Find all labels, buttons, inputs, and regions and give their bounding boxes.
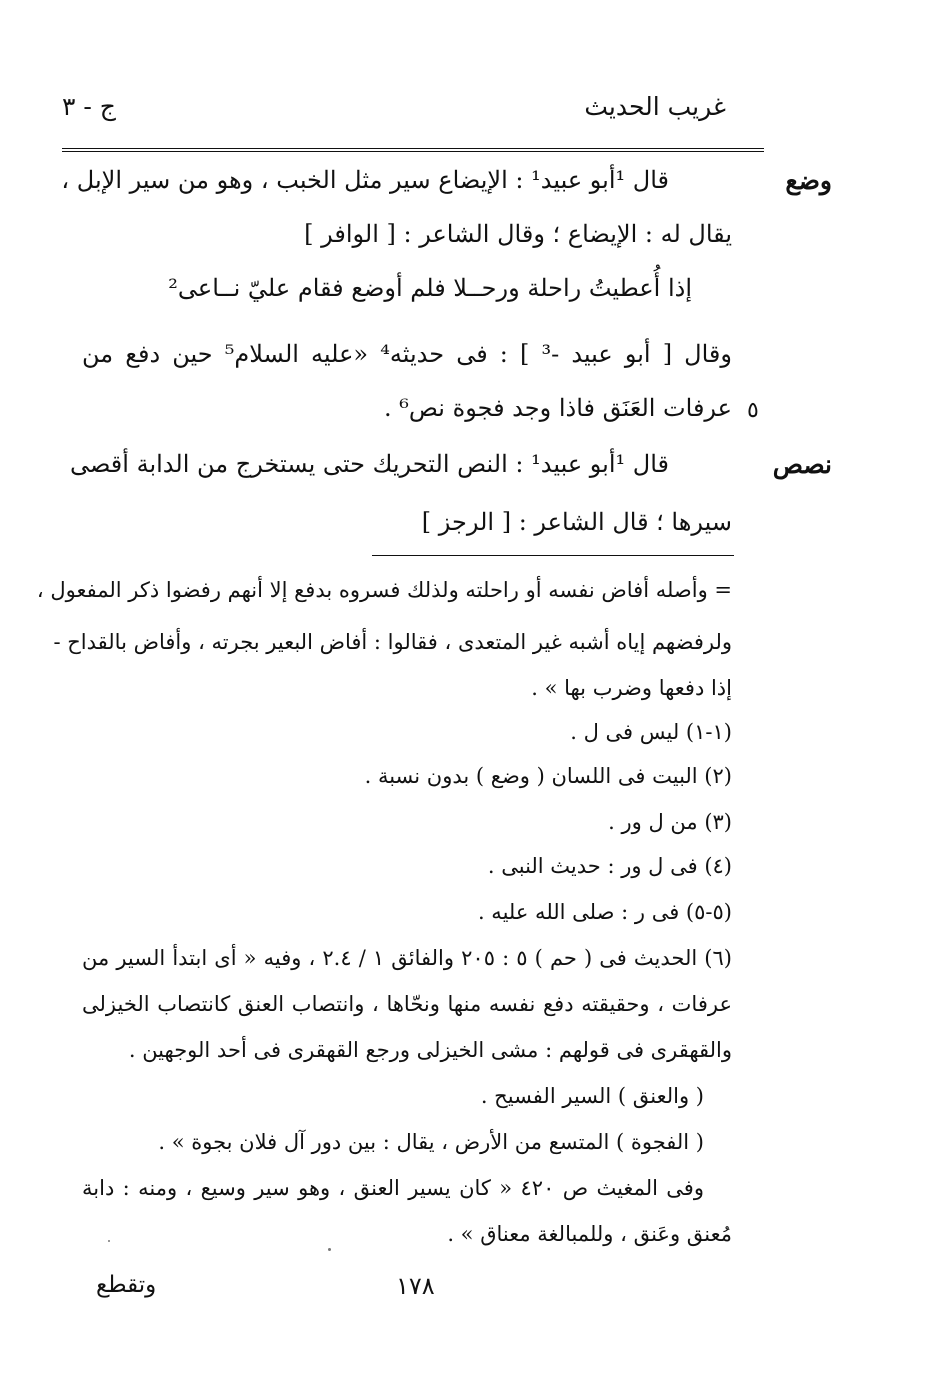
footnote-item: (١-١) ليس فى ل . bbox=[570, 720, 732, 744]
scan-speck bbox=[108, 1240, 110, 1242]
entry-line: وقال [ أبو عبيد -³ ] : فى حديثه⁴ «عليه السلام⁵ حين دفع من bbox=[82, 340, 732, 368]
footnote-line: ( والعنق ) السير الفسيح . bbox=[480, 1084, 704, 1108]
entry-line: عرفات العَنَق فاذا وجد فجوة نص⁶ . bbox=[384, 394, 732, 422]
volume-indicator: ج - ٣ bbox=[62, 92, 116, 121]
scan-speck bbox=[328, 1248, 331, 1251]
entry-line: قال ¹أبو عبيد¹ : النص التحريك حتى يستخرج من الدابة أقصى bbox=[69, 450, 669, 478]
footnote-item: (٣) من ل ور . bbox=[608, 810, 732, 834]
footnote-item: (٥-٥) فى ر : صلى الله عليه . bbox=[477, 900, 732, 924]
footnote-line: إذا دفعها وضرب بها » . bbox=[531, 676, 732, 700]
footnote-line: ( الفجوة ) المتسع من الأرض ، يقال : بين دور آل فلان بجوة » . bbox=[158, 1130, 704, 1154]
footnote-item: (٤) فى ل ور : حديث النبى . bbox=[487, 854, 732, 878]
page-number: ١٧٨ bbox=[396, 1272, 435, 1300]
running-title: غريب الحديث bbox=[584, 92, 726, 121]
catchword: وتقطع bbox=[96, 1272, 157, 1298]
footnote-line: ولرفضهم إياه أشبه غير المتعدى ، فقالوا : أفاض البعير بجرته ، وأفاض بالقداح - bbox=[53, 630, 732, 654]
margin-headword-wada: وضع bbox=[785, 166, 832, 195]
poem-verse: إذا أُعطيتُ راحلة ورحــلا فلم أوضع فقام عليّ نــاعى² bbox=[168, 274, 692, 302]
entry-line: قال ¹أبو عبيد¹ : الإيضاع سير مثل الخبب ، وهو من سير الإبل ، bbox=[61, 166, 669, 194]
header-double-rule bbox=[62, 148, 764, 152]
entry-line: سيرها ؛ قال الشاعر : [ الرجز ] bbox=[421, 508, 732, 536]
footnote-line: عرفات ، وحقيقته دفع نفسه منها ونحّاها ، وانتصاب العنق كانتصاب الخيزلى bbox=[82, 992, 732, 1016]
line-number-marker: ٥ bbox=[747, 398, 759, 423]
entry-line: يقال له : الإيضاع ؛ وقال الشاعر : [ الوافر ] bbox=[304, 220, 732, 248]
footnote-line: والقهقرى فى قولهم : مشى الخيزلى ورجع القهقرى فى أحد الوجهين . bbox=[128, 1038, 732, 1062]
footnote-line: مُعنق وعَنق ، وللمبالغة معناق » . bbox=[447, 1222, 732, 1246]
footnote-item: (٢) البيت فى اللسان ( وضع ) بدون نسبة . bbox=[364, 764, 732, 788]
margin-headword-nasas: نصص bbox=[772, 450, 832, 479]
footnote-line: وفى المغيث ص ٤٢٠ « كان يسير العنق ، وهو سير وسيع ، ومنه : دابة bbox=[82, 1176, 704, 1200]
footnote-line: = وأصله أفاض نفسه أو راحلته ولذلك فسروه بدفع إلا أنهم رفضوا ذكر المفعول ، bbox=[36, 578, 732, 602]
footnote-item: (٦) الحديث فى ( حم ) ٥ : ٢٠٥ والفائق ١ / ٢.٤ ، وفيه « أى ابتدأ السير من bbox=[82, 946, 732, 970]
footnote-separator bbox=[372, 555, 734, 556]
